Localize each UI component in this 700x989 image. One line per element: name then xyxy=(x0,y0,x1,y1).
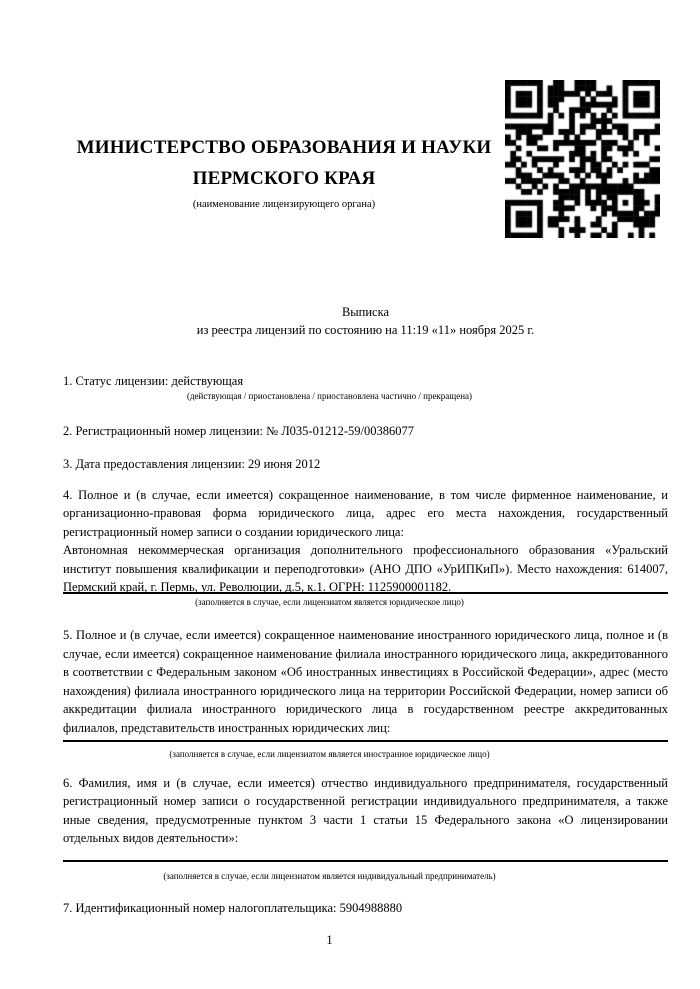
ministry-name xyxy=(63,132,505,194)
page-number: 1 xyxy=(326,932,333,947)
divider-line-entrepreneur xyxy=(63,860,668,862)
ministry-name-line2: ПЕРМСКОГО КРАЯ xyxy=(192,168,376,189)
ministry-name-line1: МИНИСТЕРСТВО ОБРАЗОВАНИЯ И НАУКИ xyxy=(76,137,492,158)
item-entrepreneur-text: 6. Фамилия, имя и (в случае, если имеется) отчество индивидуального предпринимателя, государственный регистрационный номер записи о государственной регистрации индивидуального предпринимателя, а также иные сведения, предусмотренные пунктом 3 части 1 статьи 15 Федерального закона «О лицензировании отдельных видов деятельности»: xyxy=(63,775,668,846)
item-foreign-entity-text: 5. Полное и (в случае, если имеется) сокращенное наименование иностранного юридического лица, полное и (в случае, если имеется) сокращенное наименование филиала иностранного юридического лица, аккредитованного в соответствии с Федеральным законом «Об иностранных инвестициях в Российской Федерации», адрес (место нахождения) филиала иностранного юридического лица на территории Российской Федерации, номер записи об аккредитации филиала иностранного юридического лица в государственном реестре аккредитованных филиалов, представительств иностранных юридических лиц: xyxy=(63,628,668,735)
foreign-entity-caption: (заполняется в случае, если лицензиатом является иностранное юридическое лицо) xyxy=(169,748,490,759)
item-legal-entity-value: Автономная некоммерческая организация дополнительного профессионального образования «Уральский институт повышения квалификации и переподготовки» (АНО ДПО «УрИПКиП»). Место нахождения: 614007, Пермский край, г. Пермь, ул. Революции, д.5, к.1. ОГРН: 1125900001182. xyxy=(63,543,668,595)
document-header xyxy=(63,0,668,238)
qr-code xyxy=(505,80,660,238)
divider-line-foreign-entity xyxy=(63,740,668,742)
status-options-caption: (действующая / приостановлена / приостановлена частично / прекращена) xyxy=(186,391,473,402)
item-registration-number: 2. Регистрационный номер лицензии: № Л035-01212-59/00386077 xyxy=(63,424,414,439)
document-title xyxy=(63,303,668,340)
licensing-authority-block xyxy=(63,80,505,211)
item-license-grant-date: 3. Дата предоставления лицензии: 29 июня 2012 xyxy=(63,456,321,471)
entrepreneur-caption: (заполняется в случае, если лицензиатом является индивидуальный предприниматель) xyxy=(163,870,496,881)
legal-entity-caption: (заполняется в случае, если лицензиатом является юридическое лицо) xyxy=(195,597,464,608)
item-legal-entity-text: 4. Полное и (в случае, если имеется) сокращенное наименование, в том числе фирменное наименование, и организационно-правовая форма юридического лица, адрес его места нахождения, государственный регистрационный номер записи о создании юридического лица: xyxy=(63,488,668,539)
item-taxpayer-number: 7. Идентификационный номер налогоплательщика: 5904988880 xyxy=(63,900,403,915)
authority-caption: (наименование лицензирующего органа) xyxy=(192,199,376,210)
document-title-line1: Выписка xyxy=(341,305,390,319)
item-license-status: 1. Статус лицензии: действующая xyxy=(63,373,244,388)
document-title-line2: из реестра лицензий по состоянию на 11:19 «11» ноября 2025 г. xyxy=(196,323,535,338)
